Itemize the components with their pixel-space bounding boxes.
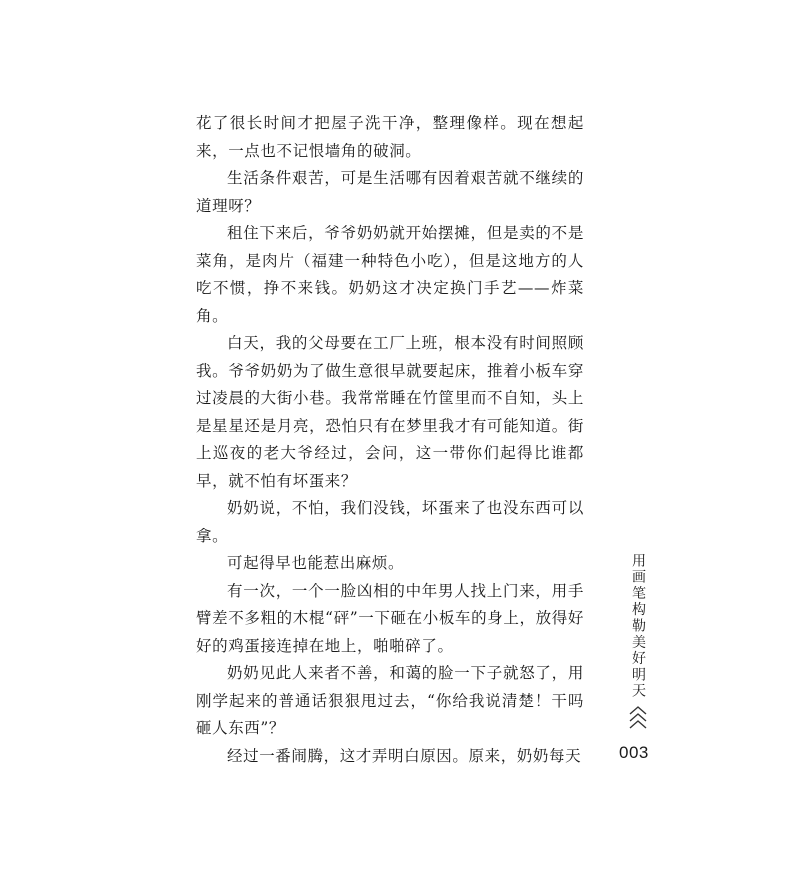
paragraph: 经过一番闹腾，这才弄明白原因。原来，奶奶每天 <box>227 746 582 765</box>
triple-chevron-up-icon <box>626 704 650 734</box>
paragraph: 奶奶见此人来者不善，和蔼的脸一下子就怒了，用刚学起来的普通话狠狠甩过去，“你给我说清楚！干吗砸人东西”？ <box>196 664 584 737</box>
paragraph: 可起得早也能惹出麻烦。 <box>227 554 405 572</box>
paragraph: 白天，我的父母要在工厂上班，根本没有时间照顾我。爷爷奶奶为了做生意很早就要起床，推着小板车穿过凌晨的大街小巷。我常常睡在竹筐里而不自知，头上是星星还是月亮，恐怕只有在梦里我才有可能知道。街上巡夜的老大爷经过，会问，这一带你们起得比谁都早，就不怕有坏蛋来？ <box>196 334 584 490</box>
paragraph: 有一次，一个一脸凶相的中年男人找上门来，用手臂差不多粗的木棍“砰”一下砸在小板车的身上，放得好好的鸡蛋接连掉在地上，啪啪碎了。 <box>196 581 584 655</box>
paragraph: 奶奶说，不怕，我们没钱，坏蛋来了也没东西可以拿。 <box>196 499 584 545</box>
paragraph: 租住下来后，爷爷奶奶就开始摆摊，但是卖的不是菜角，是肉片（福建一种特色小吃），但是这地方的人吃不惯，挣不来钱。奶奶这才决定换门手艺——炸菜角。 <box>196 224 584 325</box>
paragraph: 花了很长时间才把屋子洗干净，整理像样。现在想起来，一点也不记恨墙角的破洞。 <box>196 114 584 160</box>
page-body <box>196 110 584 770</box>
side-running-title: 用画笔构勒美好明天 <box>630 553 646 700</box>
page-number: 003 <box>619 743 649 762</box>
paragraph: 生活条件艰苦，可是生活哪有因着艰苦就不继续的道理呀？ <box>196 169 584 215</box>
